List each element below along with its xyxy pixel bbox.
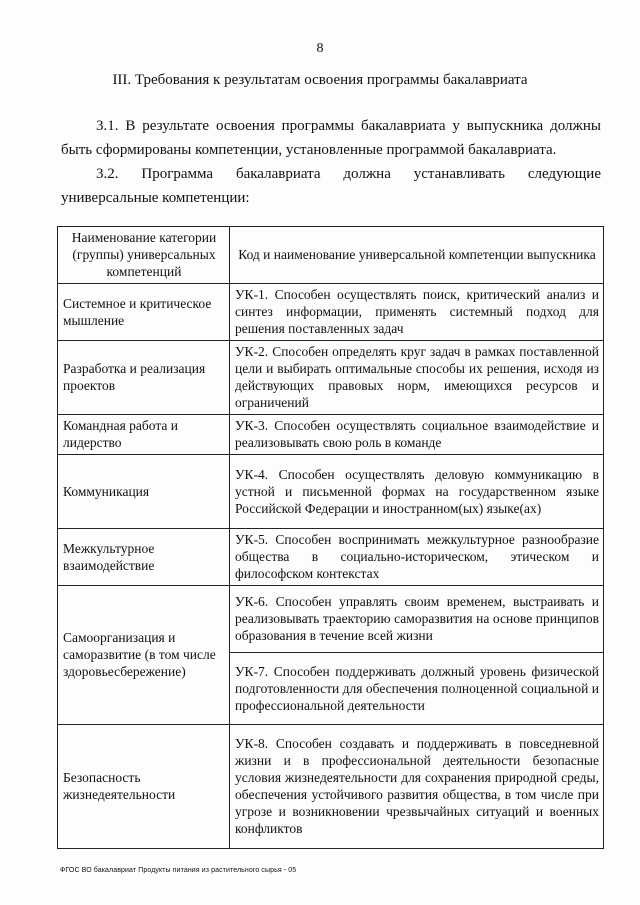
section-heading: III. Требования к результатам освоения программы бакалавриата	[112, 72, 528, 88]
paragraph-3-1: 3.1. В результате освоения программы бакалавриата у выпускника должны быть сформированы компетенции, установленные программой бакалавриата.	[61, 118, 601, 158]
table-row	[58, 415, 604, 455]
page-number: 8	[316, 41, 324, 56]
category-cell: Безопасность жизнедеятельности	[58, 725, 230, 849]
table-row	[58, 725, 604, 849]
competency-cell: УК-1. Способен осуществлять поиск, критический анализ и синтез информации, применять системный подход для решения поставленных задач	[230, 284, 604, 341]
competencies-table	[57, 226, 604, 849]
competency-cell: УК-3. Способен осуществлять социальное взаимодействие и реализовывать свою роль в команде	[230, 415, 604, 455]
category-cell: Системное и критическое мышление	[58, 284, 230, 341]
category-cell: Межкультурное взаимодействие	[58, 529, 230, 586]
category-cell: Самоорганизация и саморазвитие (в том числе здоровьесбережение)	[58, 586, 230, 725]
table-row	[58, 455, 604, 529]
competency-cell: УК-8. Способен создавать и поддерживать в повседневной жизни и в профессиональной деятельности безопасные условия жизнедеятельности для сохранения природной среды, обеспечения устойчивого развития общества, в том числе при угрозе и возникновении чрезвычайных ситуаций и военных конфликтов	[230, 725, 604, 849]
competency-cell: УК-4. Способен осуществлять деловую коммуникацию в устной и письменной формах на государственном языке Российской Федерации и иностранном(ых) языке(ах)	[230, 455, 604, 529]
table-row	[58, 529, 604, 586]
competency-cell: УК-2. Способен определять круг задач в рамках поставленной цели и выбирать оптимальные способы их решения, исходя из действующих правовых норм, имеющихся ресурсов и ограничений	[230, 341, 604, 415]
header-code: Код и наименование универсальной компетенции выпускника	[230, 227, 604, 284]
footer-text: ФГОС ВО бакалавриат Продукты питания из растительного сырья - 05	[60, 867, 297, 874]
category-cell: Разработка и реализация проектов	[58, 341, 230, 415]
table-header-row	[58, 227, 604, 284]
table-row	[58, 284, 604, 341]
paragraph-3-2: 3.2. Программа бакалавриата должна устанавливать следующие универсальные компетенции:	[61, 166, 601, 206]
header-category: Наименование категории (группы) универсальных компетенций	[58, 227, 230, 284]
competency-cell: УК-6. Способен управлять своим временем, выстраивать и реализовывать траекторию саморазвития на основе принципов образования в течение всей жизни	[230, 586, 604, 653]
competency-cell: УК-5. Способен воспринимать межкультурное разнообразие общества в социально-историческом, этическом и философском контекстах	[230, 529, 604, 586]
competency-cell: УК-7. Способен поддерживать должный уровень физической подготовленности для обеспечения полноценной социальной и профессиональной деятельности	[230, 653, 604, 725]
category-cell: Коммуникация	[58, 455, 230, 529]
category-cell: Командная работа и лидерство	[58, 415, 230, 455]
table-row	[58, 586, 604, 653]
table-row	[58, 341, 604, 415]
